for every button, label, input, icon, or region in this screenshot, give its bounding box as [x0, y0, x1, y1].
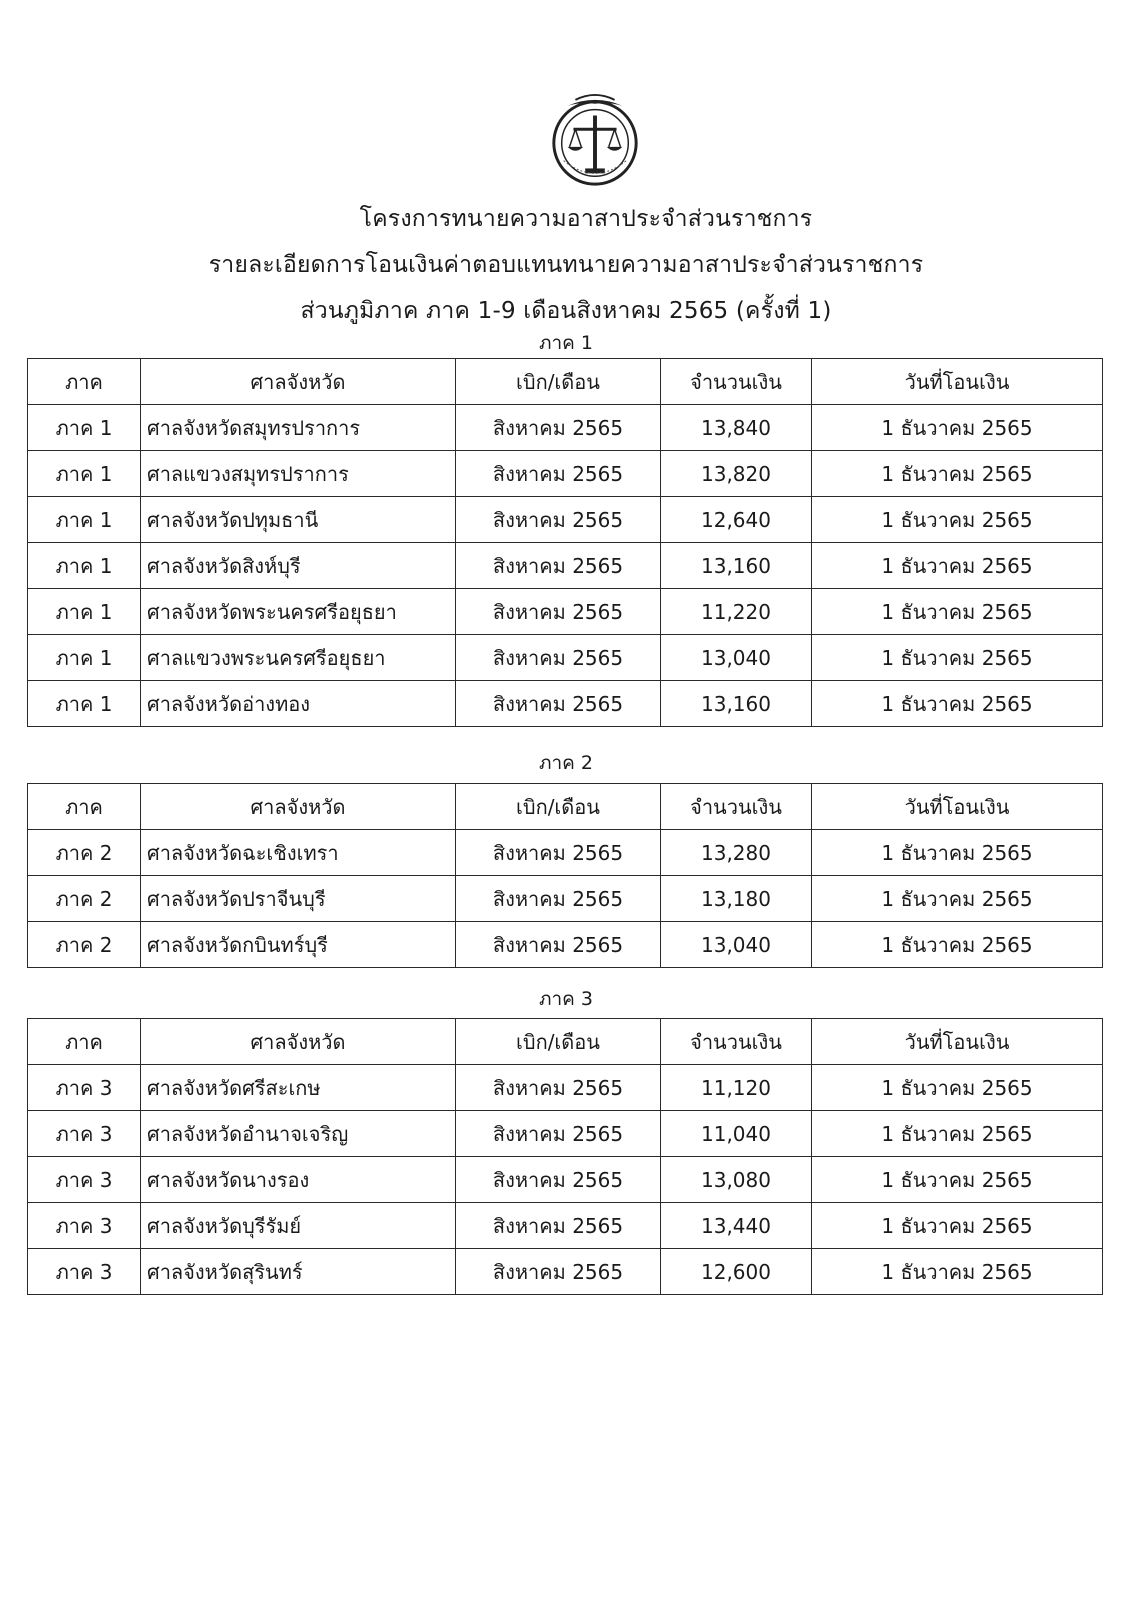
amount-cell: 13,820: [661, 451, 812, 497]
region-cell: ภาค 1: [28, 681, 141, 727]
court-cell: ศาลจังหวัดพระนครศรีอยุธยา: [141, 589, 456, 635]
court-cell: ศาลจังหวัดอ่างทอง: [141, 681, 456, 727]
month-cell: สิงหาคม 2565: [456, 922, 661, 968]
region-table: [27, 783, 1103, 968]
header-region: ภาค: [28, 359, 141, 405]
amount-cell: 11,120: [661, 1065, 812, 1111]
transfer-date-cell: 1 ธันวาคม 2565: [812, 922, 1103, 968]
region-cell: ภาค 2: [28, 830, 141, 876]
table-header-row: [28, 784, 1103, 830]
table-row: [28, 405, 1103, 451]
month-cell: สิงหาคม 2565: [456, 635, 661, 681]
section-label: ภาค 3: [538, 988, 594, 1010]
header-region: ภาค: [28, 1019, 141, 1065]
header-amount: จำนวนเงิน: [661, 359, 812, 405]
month-cell: สิงหาคม 2565: [456, 1111, 661, 1157]
header-court: ศาลจังหวัด: [141, 359, 456, 405]
region-cell: ภาค 1: [28, 405, 141, 451]
region-cell: ภาค 3: [28, 1203, 141, 1249]
transfer-date-cell: 1 ธันวาคม 2565: [812, 830, 1103, 876]
table-row: [28, 635, 1103, 681]
amount-cell: 12,600: [661, 1249, 812, 1295]
court-cell: ศาลจังหวัดปราจีนบุรี: [141, 876, 456, 922]
table-row: [28, 589, 1103, 635]
title-line-2: รายละเอียดการโอนเงินค่าตอบแทนทนายความอาสาประจำส่วนราชการ: [208, 252, 924, 278]
region-cell: ภาค 2: [28, 922, 141, 968]
amount-cell: 11,220: [661, 589, 812, 635]
table-row: [28, 1203, 1103, 1249]
transfer-date-cell: 1 ธันวาคม 2565: [812, 1203, 1103, 1249]
region-table: [27, 358, 1103, 727]
transfer-date-cell: 1 ธันวาคม 2565: [812, 405, 1103, 451]
header-date: วันที่โอนเงิน: [812, 359, 1103, 405]
header-month: เบิก/เดือน: [456, 1019, 661, 1065]
court-cell: ศาลจังหวัดฉะเชิงเทรา: [141, 830, 456, 876]
court-cell: ศาลจังหวัดอำนาจเจริญ: [141, 1111, 456, 1157]
month-cell: สิงหาคม 2565: [456, 405, 661, 451]
court-cell: ศาลจังหวัดบุรีรัมย์: [141, 1203, 456, 1249]
court-cell: ศาลจังหวัดปทุมธานี: [141, 497, 456, 543]
month-cell: สิงหาคม 2565: [456, 451, 661, 497]
amount-cell: 13,040: [661, 635, 812, 681]
header-amount: จำนวนเงิน: [661, 784, 812, 830]
region-cell: ภาค 1: [28, 497, 141, 543]
table-row: [28, 1157, 1103, 1203]
transfer-date-cell: 1 ธันวาคม 2565: [812, 876, 1103, 922]
table-row: [28, 1065, 1103, 1111]
transfer-date-cell: 1 ธันวาคม 2565: [812, 543, 1103, 589]
amount-cell: 13,160: [661, 543, 812, 589]
court-cell: ศาลแขวงสมุทรปราการ: [141, 451, 456, 497]
title-line-3: ส่วนภูมิภาค ภาค 1-9 เดือนสิงหาคม 2565 (ครั้งที่ 1): [300, 298, 832, 324]
transfer-date-cell: 1 ธันวาคม 2565: [812, 1249, 1103, 1295]
court-cell: ศาลจังหวัดสุรินทร์: [141, 1249, 456, 1295]
table-header-row: [28, 359, 1103, 405]
section-label: ภาค 1: [538, 332, 594, 354]
court-cell: ศาลจังหวัดสิงห์บุรี: [141, 543, 456, 589]
title-line-1: โครงการทนายความอาสาประจำส่วนราชการ: [359, 206, 813, 232]
region-cell: ภาค 1: [28, 543, 141, 589]
amount-cell: 13,180: [661, 876, 812, 922]
region-cell: ภาค 1: [28, 635, 141, 681]
month-cell: สิงหาคม 2565: [456, 1249, 661, 1295]
transfer-date-cell: 1 ธันวาคม 2565: [812, 497, 1103, 543]
region-cell: ภาค 3: [28, 1065, 141, 1111]
section-label: ภาค 2: [538, 752, 594, 774]
table-row: [28, 922, 1103, 968]
table-header-row: [28, 1019, 1103, 1065]
month-cell: สิงหาคม 2565: [456, 543, 661, 589]
court-cell: ศาลจังหวัดสมุทรปราการ: [141, 405, 456, 451]
amount-cell: 11,040: [661, 1111, 812, 1157]
transfer-date-cell: 1 ธันวาคม 2565: [812, 1065, 1103, 1111]
region-table: [27, 1018, 1103, 1295]
header-amount: จำนวนเงิน: [661, 1019, 812, 1065]
month-cell: สิงหาคม 2565: [456, 1157, 661, 1203]
header-date: วันที่โอนเงิน: [812, 784, 1103, 830]
region-cell: ภาค 1: [28, 589, 141, 635]
amount-cell: 13,840: [661, 405, 812, 451]
month-cell: สิงหาคม 2565: [456, 497, 661, 543]
table-row: [28, 451, 1103, 497]
header-date: วันที่โอนเงิน: [812, 1019, 1103, 1065]
header-month: เบิก/เดือน: [456, 359, 661, 405]
region-cell: ภาค 3: [28, 1157, 141, 1203]
header-court: ศาลจังหวัด: [141, 1019, 456, 1065]
table-row: [28, 1249, 1103, 1295]
transfer-date-cell: 1 ธันวาคม 2565: [812, 451, 1103, 497]
table-row: [28, 1111, 1103, 1157]
amount-cell: 13,280: [661, 830, 812, 876]
amount-cell: 13,080: [661, 1157, 812, 1203]
month-cell: สิงหาคม 2565: [456, 681, 661, 727]
month-cell: สิงหาคม 2565: [456, 1065, 661, 1111]
table-row: [28, 876, 1103, 922]
court-cell: ศาลแขวงพระนครศรีอยุธยา: [141, 635, 456, 681]
transfer-date-cell: 1 ธันวาคม 2565: [812, 635, 1103, 681]
region-cell: ภาค 3: [28, 1249, 141, 1295]
court-cell: ศาลจังหวัดนางรอง: [141, 1157, 456, 1203]
header-court: ศาลจังหวัด: [141, 784, 456, 830]
amount-cell: 13,160: [661, 681, 812, 727]
court-cell: ศาลจังหวัดศรีสะเกษ: [141, 1065, 456, 1111]
table-row: [28, 497, 1103, 543]
transfer-date-cell: 1 ธันวาคม 2565: [812, 681, 1103, 727]
header-month: เบิก/เดือน: [456, 784, 661, 830]
justice-seal-icon: [546, 92, 644, 190]
amount-cell: 13,040: [661, 922, 812, 968]
region-cell: ภาค 2: [28, 876, 141, 922]
month-cell: สิงหาคม 2565: [456, 830, 661, 876]
table-row: [28, 543, 1103, 589]
amount-cell: 13,440: [661, 1203, 812, 1249]
table-row: [28, 681, 1103, 727]
table-row: [28, 830, 1103, 876]
region-cell: ภาค 1: [28, 451, 141, 497]
header-region: ภาค: [28, 784, 141, 830]
transfer-date-cell: 1 ธันวาคม 2565: [812, 1157, 1103, 1203]
transfer-date-cell: 1 ธันวาคม 2565: [812, 589, 1103, 635]
transfer-date-cell: 1 ธันวาคม 2565: [812, 1111, 1103, 1157]
amount-cell: 12,640: [661, 497, 812, 543]
month-cell: สิงหาคม 2565: [456, 876, 661, 922]
month-cell: สิงหาคม 2565: [456, 589, 661, 635]
court-cell: ศาลจังหวัดกบินทร์บุรี: [141, 922, 456, 968]
month-cell: สิงหาคม 2565: [456, 1203, 661, 1249]
region-cell: ภาค 3: [28, 1111, 141, 1157]
document-titles: [0, 196, 1132, 334]
